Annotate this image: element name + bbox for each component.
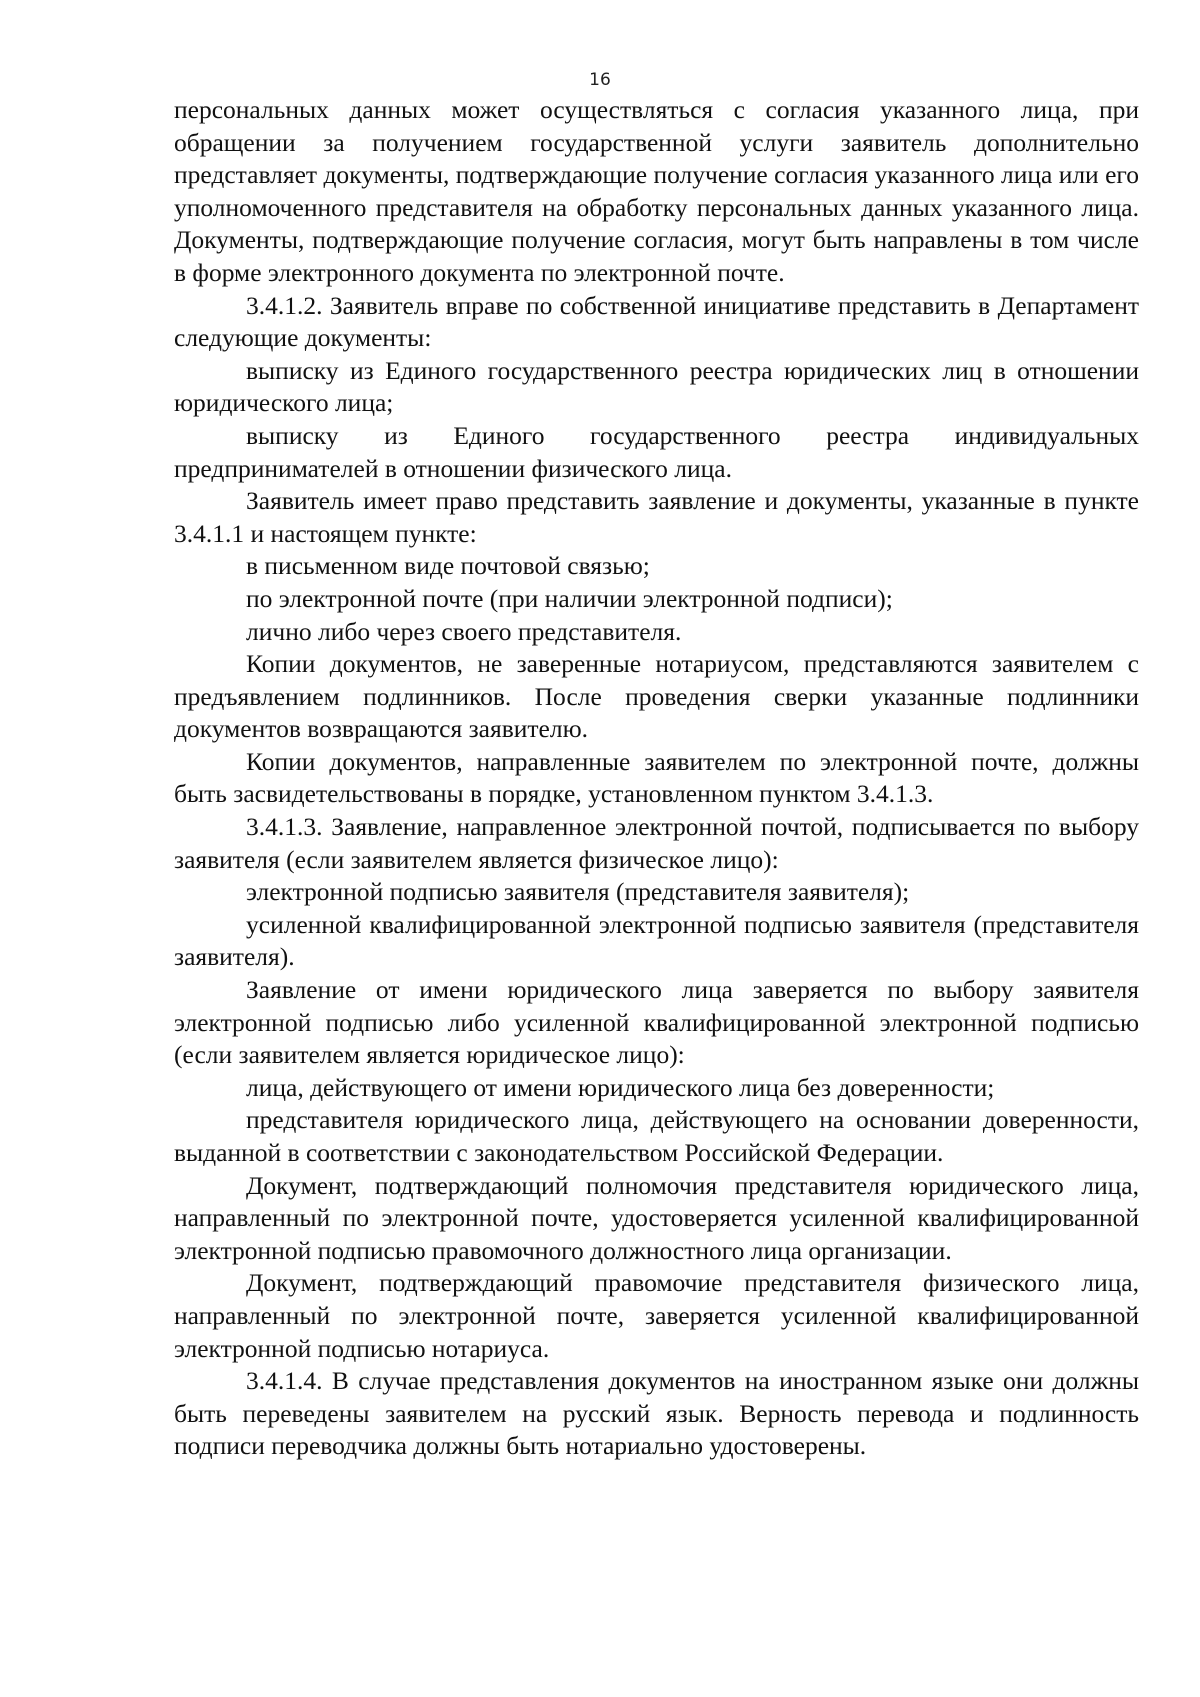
paragraph: Документ, подтверждающий правомочие представителя физического лица, направленный по электронной почте, заверяется усиленной квалифицированной электронной подписью нотариуса.: [174, 1268, 1139, 1363]
paragraph: выписку из Единого государственного реестра юридических лиц в отношении юридического лица;: [174, 355, 1139, 418]
paragraph: по электронной почте (при наличии электронной подписи);: [246, 583, 893, 613]
paragraph: выписку из Единого государственного реестра индивидуальных предпринимателей в отношении физического лица.: [174, 420, 1139, 483]
paragraph: лица, действующего от имени юридического лица без доверенности;: [246, 1072, 995, 1102]
paragraph: Документ, подтверждающий полномочия представителя юридического лица, направленный по электронной почте, удостоверяется усиленной квалифицированной электронной подписью правомочного должностного лица организации.: [174, 1170, 1139, 1265]
paragraph: в письменном виде почтовой связью;: [246, 551, 650, 581]
paragraph: лично либо через своего представителя.: [246, 616, 682, 646]
paragraph: Копии документов, направленные заявителем по электронной почте, должны быть засвидетельствованы в порядке, установленном пунктом 3.4.1.3.: [174, 746, 1139, 809]
document-body: [174, 94, 1139, 1463]
paragraph: Копии документов, не заверенные нотариусом, представляются заявителем с предъявлением подлинников. После проведения сверки указанные подлинники документов возвращаются заявителю.: [174, 649, 1139, 744]
paragraph: Заявитель имеет право представить заявление и документы, указанные в пункте 3.4.1.1 и настоящем пункте:: [174, 486, 1139, 548]
paragraph: персональных данных может осуществляться с согласия указанного лица, при обращении за получением государственной услуги заявитель дополнительно представляет документы, подтверждающие получение согласия указанного лица или его уполномоченного представителя на обработку персональных данных указанного лица. Документы, подтверждающие получение согласия, могут быть направлены в том числе в форме электронного документа по электронной почте.: [174, 95, 1139, 287]
paragraph: электронной подписью заявителя (представителя заявителя);: [246, 877, 910, 907]
paragraph: 3.4.1.3. Заявление, направленное электронной почтой, подписывается по выбору заявителя (если заявителем является физическое лицо):: [174, 812, 1139, 874]
paragraph: 3.4.1.2. Заявитель вправе по собственной инициативе представить в Департамент следующие документы:: [174, 290, 1139, 353]
paragraph: Заявление от имени юридического лица заверяется по выбору заявителя электронной подписью либо усиленной квалифицированной электронной подписью (если заявителем является юридическое лицо):: [174, 975, 1139, 1070]
paragraph: усиленной квалифицированной электронной подписью заявителя (представителя заявителя).: [174, 909, 1139, 972]
page-number: 16: [589, 70, 611, 90]
paragraph: 3.4.1.4. В случае представления документов на иностранном языке они должны быть переведены заявителем на русский язык. Верность перевода и подлинность подписи переводчика должны быть нотариально удостоверены.: [174, 1366, 1139, 1461]
paragraph: представителя юридического лица, действующего на основании доверенности, выданной в соответствии с законодательством Российской Федерации.: [174, 1105, 1139, 1167]
